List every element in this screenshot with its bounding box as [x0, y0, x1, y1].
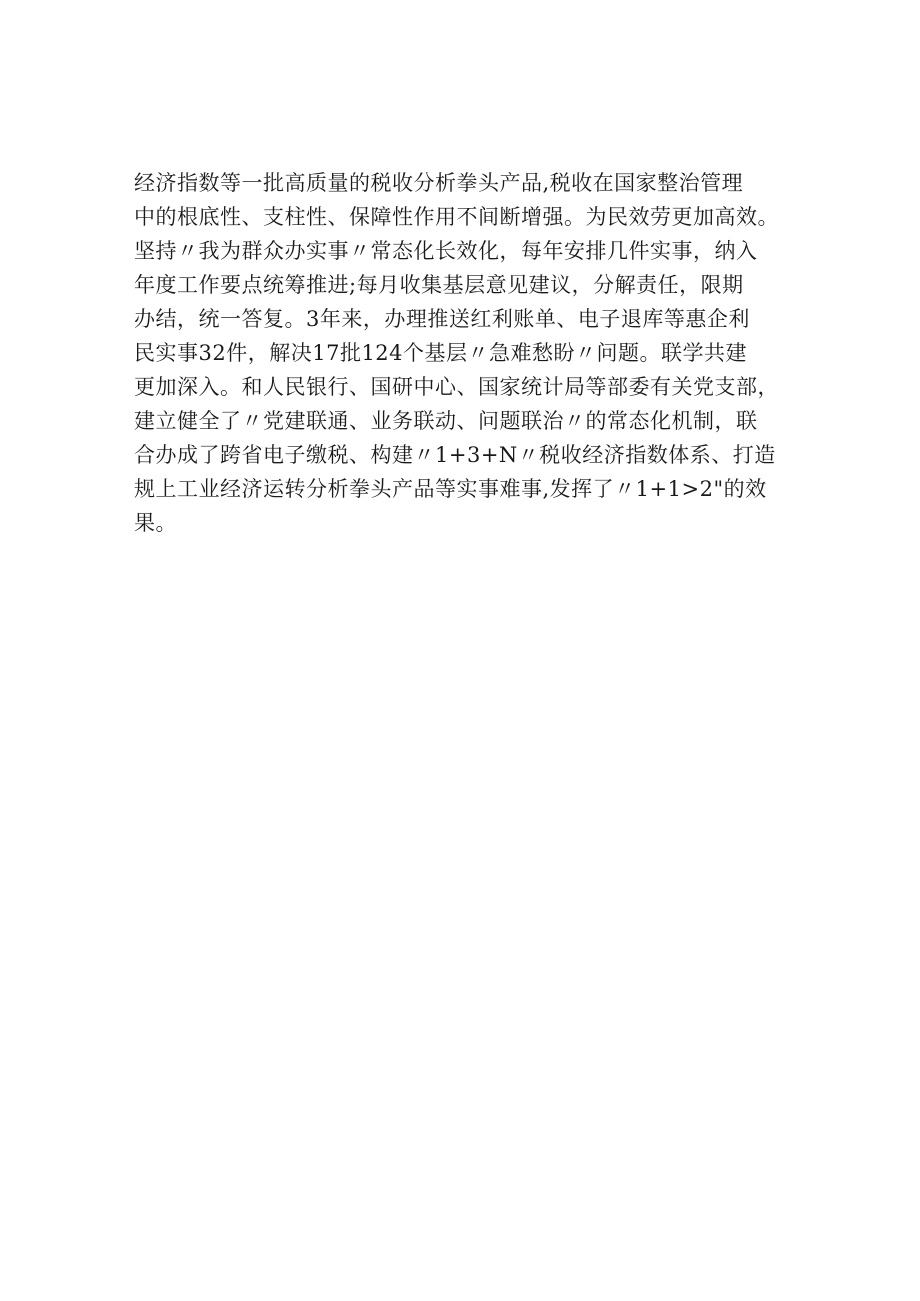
text-line: 果。	[134, 511, 177, 535]
text-line: 规上工业经济运转分析拳头产品等实事难事,发挥了〃1+1>2"的效	[134, 477, 767, 501]
body-paragraph	[134, 166, 854, 540]
text-line: 年度工作要点统筹推进;每月收集基层意见建议，分解责任，限期	[134, 273, 744, 297]
text-line: 更加深入。和人民银行、国研中心、国家统计局等部委有关党支部，	[134, 375, 779, 399]
text-line: 合办成了跨省电子缴税、构建〃1+3+N〃税收经济指数体系、打造	[134, 443, 776, 467]
text-line: 民实事32件，解决17批124个基层〃急难愁盼〃问题。联学共建	[134, 341, 748, 365]
text-line: 经济指数等一批高质量的税收分析拳头产品,税收在国家整治管理	[134, 171, 744, 195]
text-line: 建立健全了〃党建联通、业务联动、问题联治〃的常态化机制，联	[134, 409, 758, 433]
text-line: 办结，统一答复。3年来，办理推送红利账单、电子退库等惠企利	[134, 307, 750, 331]
text-line: 中的根底性、支柱性、保障性作用不间断增强。为民效劳更加高效。	[134, 205, 779, 229]
text-line: 坚持〃我为群众办实事〃常态化长效化，每年安排几件实事，纳入	[134, 239, 758, 263]
